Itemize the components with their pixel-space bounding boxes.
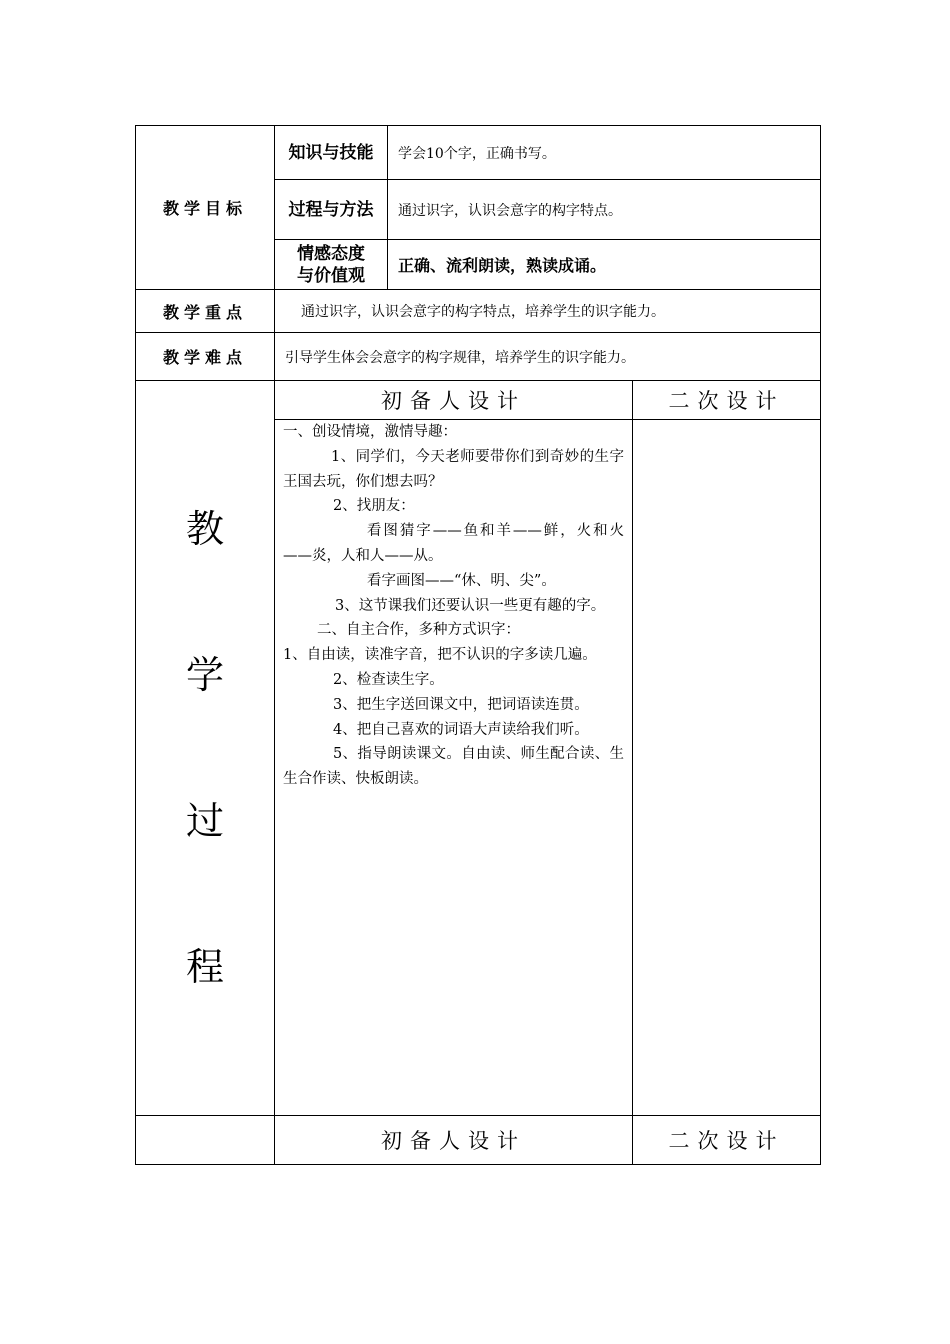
knowledge-skills-label: 知识与技能 <box>275 126 388 180</box>
process-method-label: 过程与方法 <box>275 180 388 240</box>
lesson-step: 3、这节课我们还要认识一些更有趣的字。 <box>335 597 606 614</box>
lesson-step: 4、把自己喜欢的词语大声读给我们听。 <box>333 721 589 738</box>
process-method-text: 通过识字，认识会意字的构字特点。 <box>388 180 821 240</box>
difficult-point-label: 教学难点 <box>136 333 275 381</box>
process-label-char: 学 <box>185 653 224 697</box>
emotion-values-label <box>275 240 388 290</box>
lesson-step: 2、检查读生字。 <box>333 671 444 688</box>
process-label-char: 教 <box>185 507 224 551</box>
key-point-label: 教学重点 <box>136 290 275 333</box>
footer-empty-cell <box>136 1116 275 1165</box>
lesson-plan-table <box>135 125 821 1165</box>
emotion-values-label-line2: 与价值观 <box>297 265 365 286</box>
lesson-step: 2、找朋友： <box>333 498 415 515</box>
lesson-step: 1、自由读，读准字音，把不认识的字多读几遍。 <box>283 647 597 664</box>
second-design-header: 二次设计 <box>633 381 821 420</box>
lesson-step: 3、把生字送回课文中，把词语读连贯。 <box>333 696 589 713</box>
lesson-step: 1、同学们，今天老师要带你们到奇妙的生字王国去玩，你们想去吗？ <box>283 448 624 490</box>
lesson-step: 5、指导朗读课文。自由读、师生配合读、生生合作读、快板朗读。 <box>283 746 624 788</box>
emotion-values-label-line1: 情感态度 <box>297 243 365 264</box>
lesson-step: 看字画图——“休、明、尖”。 <box>367 572 556 589</box>
key-point-text: 通过识字，认识会意字的构字特点，培养学生的识字能力。 <box>275 290 821 333</box>
knowledge-skills-text: 学会10个字，正确书写。 <box>388 126 821 180</box>
process-label-char: 过 <box>185 799 224 843</box>
lesson-step: 一、创设情境，激情导趣： <box>283 424 457 440</box>
emotion-values-text: 正确、流利朗读，熟读成诵。 <box>388 240 821 290</box>
difficult-point-text: 引导学生体会会意字的构字规律，培养学生的识字能力。 <box>275 333 821 381</box>
lesson-step: 二、自主合作，多种方式识字： <box>317 622 520 639</box>
footer-second-design-header: 二次设计 <box>633 1116 821 1165</box>
lesson-step: 看图猜字——鱼和羊——鲜，火和火——炎，人和人——从。 <box>283 523 624 564</box>
first-design-content <box>275 420 633 1116</box>
first-design-header: 初备人设计 <box>275 381 633 420</box>
process-label-char: 程 <box>185 945 224 989</box>
footer-first-design-header: 初备人设计 <box>275 1116 633 1165</box>
objectives-label: 教学目标 <box>136 126 275 290</box>
process-label <box>136 381 275 1116</box>
second-design-content <box>633 420 821 1116</box>
